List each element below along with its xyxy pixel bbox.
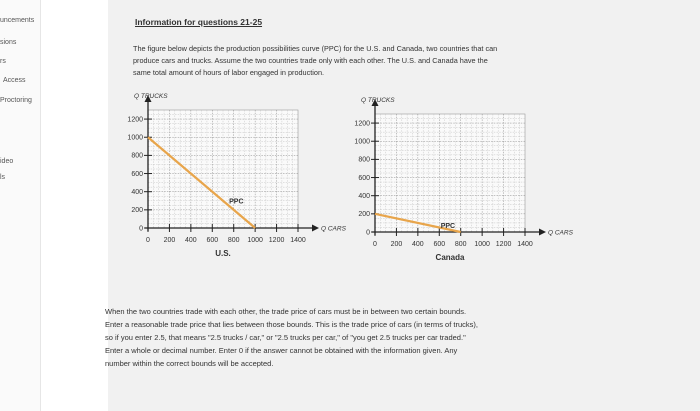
question-line-1: When the two countries trade with each other, the trade price of cars must be in between two certain bounds.: [105, 307, 467, 316]
x-axis-arrow: [539, 229, 546, 236]
x-axis-label: Q CARS: [548, 229, 573, 237]
ppc-label: PPC: [229, 198, 244, 206]
y-tick-label: 800: [131, 152, 143, 160]
question-line-4: Enter a whole or decimal number. Enter 0 if the answer cannot be obtained with the information given. Any: [105, 346, 458, 355]
x-tick-label: 1400: [517, 241, 533, 248]
x-tick-label: 200: [163, 237, 176, 244]
question-line-3: so if you enter 2.5, that means "2.5 trucks / car," or "2.5 trucks per car," of "you get 2.5 trucks per car traded.": [105, 333, 466, 342]
y-tick-label: 1200: [354, 120, 370, 128]
x-tick-label: 400: [185, 237, 197, 244]
intro-line-3: same total amount of hours of labor engaged in production.: [133, 68, 325, 77]
ppc-label: PPC: [440, 222, 456, 230]
sidebar-item-discussions[interactable]: sions: [0, 39, 17, 46]
y-tick-label: 1000: [127, 134, 143, 142]
y-tick-label: 800: [358, 156, 370, 164]
sidebar-item-7[interactable]: ls: [0, 174, 6, 181]
x-tick-label: 1000: [247, 237, 263, 244]
sidebar-item-3[interactable]: rs: [0, 58, 6, 65]
chart-title: U.S.: [215, 249, 231, 258]
x-axis-label: Q CARS: [321, 225, 346, 233]
x-tick-label: 1200: [268, 237, 285, 244]
x-tick-label: 200: [390, 241, 403, 248]
y-tick-label: 1000: [354, 138, 370, 146]
chart-title: Canada: [435, 253, 465, 262]
x-tick-label: 1000: [474, 241, 490, 248]
y-tick-label: 0: [139, 225, 143, 233]
y-axis-label: Q TRUCKS: [361, 97, 395, 104]
question-line-2: Enter a reasonable trade price that lies between those bounds. This is the trade price of cars (in terms of trucks),: [105, 320, 478, 329]
y-tick-label: 200: [131, 207, 143, 215]
y-tick-label: 1200: [127, 116, 143, 124]
y-tick-label: 0: [366, 229, 370, 237]
x-tick-label: 800: [227, 237, 240, 244]
sidebar-item-proctoring[interactable]: Proctoring: [0, 97, 32, 104]
y-tick-label: 400: [358, 192, 370, 200]
question-line-5: number within the correct bounds will be accepted.: [105, 359, 274, 368]
info-heading: Information for questions 21-25: [135, 17, 263, 27]
x-tick-label: 400: [412, 241, 424, 248]
x-tick-label: 600: [433, 241, 446, 248]
y-tick-label: 200: [358, 211, 370, 219]
y-tick-label: 600: [358, 174, 370, 182]
x-tick-label: 1200: [495, 241, 512, 248]
sidebar-item-access[interactable]: Access: [3, 77, 26, 84]
canada-ppc-chart: [335, 90, 573, 295]
y-tick-label: 400: [131, 188, 143, 196]
sidebar-item-video[interactable]: ideo: [0, 158, 14, 165]
intro-line-1: The figure below depicts the production possibilities curve (PPC) for the U.S. and Canada, two countries that can: [133, 44, 498, 53]
x-tick-label: 0: [146, 237, 150, 244]
course-sidebar: [0, 0, 41, 411]
x-tick-label: 800: [454, 241, 467, 248]
x-tick-label: 0: [373, 241, 377, 248]
x-tick-label: 1400: [290, 237, 306, 244]
intro-line-2: produce cars and trucks. Assume the two countries trade only with each other. The U.S. and Canada have the: [133, 56, 488, 65]
x-tick-label: 600: [206, 237, 219, 244]
sidebar-item-announcements[interactable]: uncements: [0, 17, 35, 24]
us-ppc-chart: [118, 90, 346, 290]
x-axis-arrow: [312, 225, 319, 232]
y-axis-label: Q TRUCKS: [134, 93, 168, 100]
y-tick-label: 600: [131, 170, 143, 178]
